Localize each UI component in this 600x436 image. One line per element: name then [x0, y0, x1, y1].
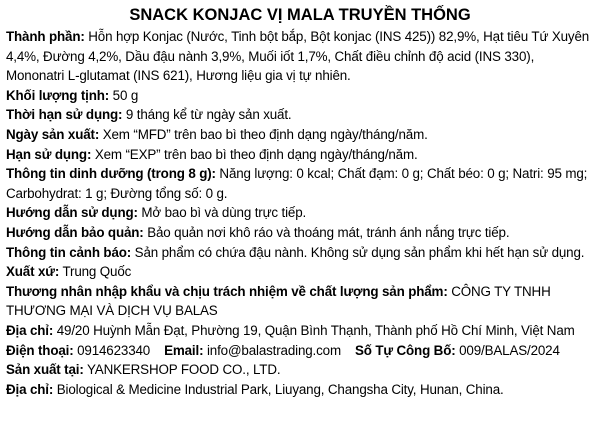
manufacturer-value: YANKERSHOP FOOD CO., LTD.	[83, 362, 281, 378]
ingredients-value: Hỗn hợp Konjac (Nước, Tinh bột bắp, Bột konjac (INS 425)) 82,9%, Hạt tiêu Tứ Xuyên 4,4%, Đường 4,2%, Dầu đậu nành 3,9%, Muối iốt 1,7%, Chất điều chỉnh độ acid (INS 330), Mononatri L-glutamat (INS 621), Hương liệu gia vị tự nhiên.	[6, 29, 590, 84]
warning-label: Thông tin cảnh báo:	[6, 244, 132, 260]
phone-value: 0914623340	[73, 342, 151, 358]
net-weight-row	[6, 86, 594, 106]
contact-row	[6, 341, 594, 361]
shelf-life-value: 9 tháng kể từ ngày sản xuất.	[122, 107, 292, 123]
registration-value: 009/BALAS/2024	[455, 342, 560, 358]
importer-label: Thương nhân nhập khẩu và chịu trách nhiệm về chất lượng sản phẩm:	[6, 283, 448, 299]
registration-label: Số Tự Công Bố:	[354, 342, 456, 358]
nutrition-row	[6, 164, 594, 203]
storage-value: Bảo quản nơi khô ráo và thoáng mát, tránh ánh nắng trực tiếp.	[143, 224, 510, 240]
ingredients-label: Thành phần:	[6, 29, 85, 44]
origin-label: Xuất xứ:	[6, 264, 60, 280]
net-weight-label: Khối lượng tịnh:	[6, 87, 110, 103]
ingredients-row	[6, 27, 594, 86]
importer-row	[6, 282, 594, 321]
exp-row	[6, 145, 594, 165]
address-value: 49/20 Huỳnh Mẫn Đạt, Phường 19, Quận Bình Thạnh, Thành phố Hồ Chí Minh, Việt Nam	[53, 322, 575, 338]
warning-row	[6, 243, 594, 263]
product-title: SNACK KONJAC VỊ MALA TRUYỀN THỐNG	[129, 6, 471, 24]
mfd-label: Ngày sản xuất:	[6, 126, 100, 142]
origin-row	[6, 262, 594, 282]
email-label: Email:	[164, 342, 204, 358]
shelf-life-label: Thời hạn sử dụng:	[6, 107, 123, 123]
warning-value: Sản phẩm có chứa đậu nành. Không sử dụng sản phẩm khi hết hạn sử dụng.	[131, 244, 585, 260]
net-weight-value: 50 g	[109, 87, 139, 103]
exp-value: Xem “EXP” trên bao bì theo định dạng ngày/tháng/năm.	[91, 146, 418, 162]
manufacturer-address-label: Địa chỉ:	[6, 381, 54, 397]
usage-label: Hướng dẫn sử dụng:	[6, 205, 138, 221]
nutrition-value: Năng lượng: 0 kcal; Chất đạm: 0 g; Chất béo: 0 g; Natri: 95 mg; Carbohydrat: 1 g; Đường tổng số: 0 g.	[6, 166, 588, 201]
shelf-life-row	[6, 105, 594, 125]
address-label: Địa chỉ:	[6, 322, 54, 338]
phone-label: Điện thoại:	[6, 342, 74, 358]
manufacturer-address-value: Biological & Medicine Industrial Park, Liuyang, Changsha City, Hunan, China.	[53, 381, 504, 397]
mfd-row	[6, 125, 594, 145]
storage-label: Hướng dẫn bảo quản:	[6, 224, 144, 240]
manufacturer-label: Sản xuất tại:	[6, 362, 84, 378]
exp-label: Hạn sử dụng:	[6, 146, 92, 162]
origin-value: Trung Quốc	[59, 264, 132, 280]
importer-value: CÔNG TY TNHH THƯƠNG MẠI VÀ DỊCH VỤ BALAS	[6, 283, 551, 319]
nutrition-label: Thông tin dinh dưỡng (trong 8 g):	[6, 166, 216, 182]
usage-value: Mở bao bì và dùng trực tiếp.	[137, 205, 307, 221]
manufacturer-row	[6, 360, 594, 380]
email-value: info@balastrading.com	[203, 342, 341, 358]
address-row	[6, 321, 594, 341]
storage-row	[6, 223, 594, 243]
manufacturer-address-row	[6, 380, 594, 400]
mfd-value: Xem “MFD” trên bao bì theo định dạng ngày/tháng/năm.	[99, 126, 428, 142]
usage-row	[6, 203, 594, 223]
